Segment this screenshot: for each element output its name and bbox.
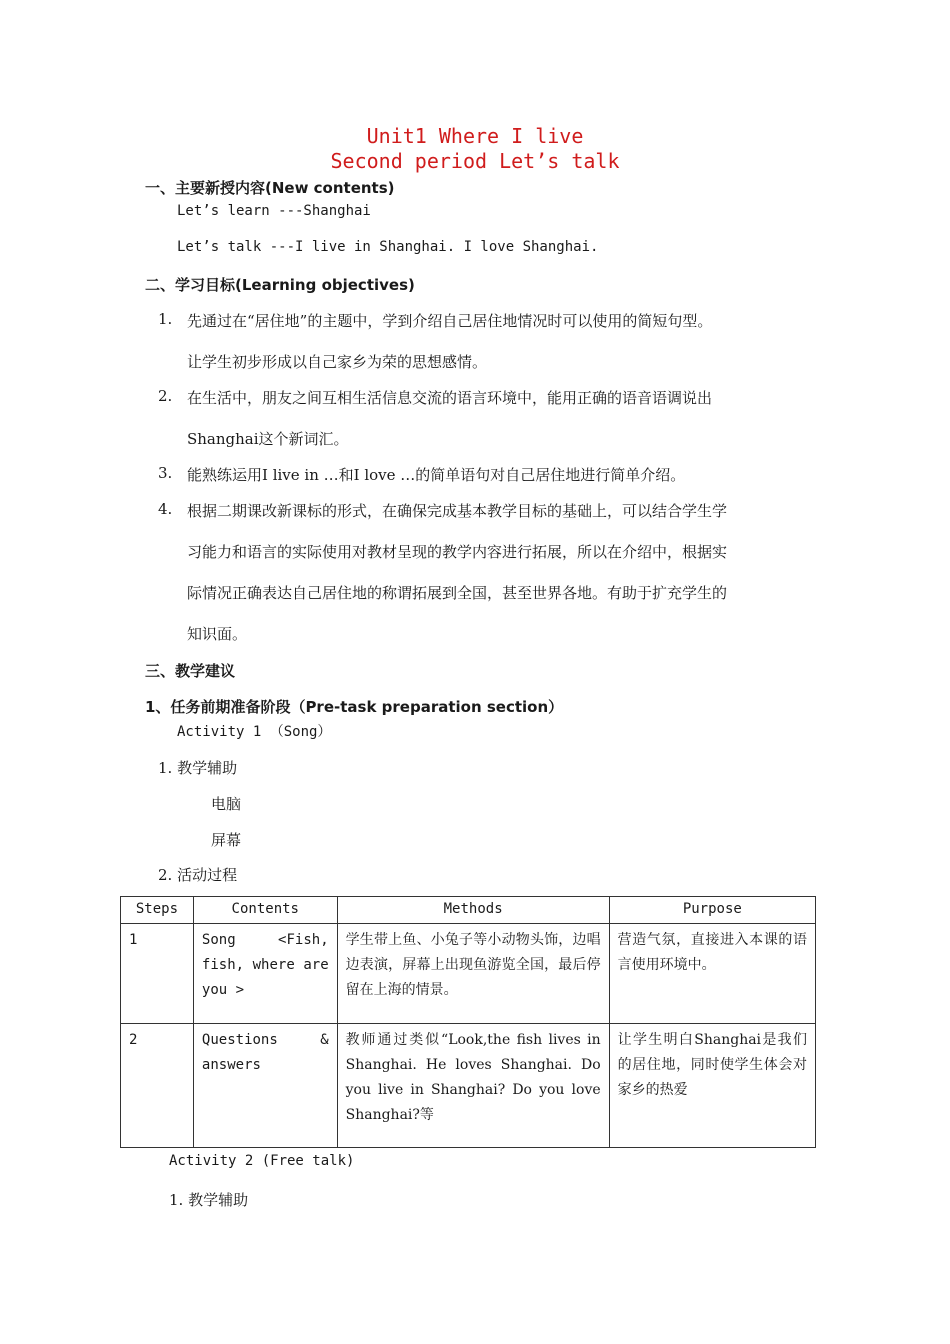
header-steps: Steps [121,897,194,924]
header-methods: Methods [337,897,609,924]
a2-aids-item: 1. 教学辅助 [169,1191,249,1209]
a1-tool: 屏幕 [211,831,242,849]
s1-item-talk: Let’s talk ---I live in Shanghai. I love Shanghai. [177,239,599,255]
objective-line: 习能力和语言的实际使用对教材呈现的教学内容进行拓展，所以在介绍中，根据实 [187,543,728,561]
section1-heading: 一、主要新授内容(New contents) [145,179,395,197]
objective-line: 能熟练运用I live in …和I love …的简单语句对自己居住地进行简单介绍。 [187,466,686,484]
objective-line: 知识面。 [187,625,248,643]
table-header-row [121,897,816,924]
header-contents: Contents [193,897,337,924]
table-row [121,924,816,1024]
objective-num: 2. [158,387,173,405]
cell-purpose: 让学生明白Shanghai是我们的居住地，同时使学生体会对家乡的热爱 [609,1024,815,1148]
cell-methods: 学生带上鱼、小兔子等小动物头饰，边唱边表演，屏幕上出现鱼游览全国，最后停留在上海的情景。 [337,924,609,1024]
pre-task-heading: 1、任务前期准备阶段（Pre-task preparation section） [145,698,564,716]
cell-contents: Song <Fish, fish, where are you > [193,924,337,1024]
table-row [121,1024,816,1148]
objective-num: 3. [158,464,173,482]
objective-line: 让学生初步形成以自己家乡为荣的思想感情。 [187,353,488,371]
cell-contents: Questions & answers [193,1024,337,1148]
cell-step: 2 [121,1024,194,1148]
section3-heading: 三、教学建议 [145,662,236,680]
cell-purpose: 营造气氛，直接进入本课的语言使用环境中。 [609,924,815,1024]
s1-item-learn: Let’s learn ---Shanghai [177,203,371,219]
header-purpose: Purpose [609,897,815,924]
cell-step: 1 [121,924,194,1024]
objective-num: 1. [158,310,173,328]
section2-heading: 二、学习目标(Learning objectives) [145,276,415,294]
objective-line: Shanghai这个新词汇。 [187,430,349,448]
objective-line: 根据二期课改新课标的形式，在确保完成基本教学目标的基础上，可以结合学生学 [187,502,728,520]
activity1-title: Activity 1 （Song） [177,724,332,740]
a1-process-item: 2. 活动过程 [158,866,238,884]
objective-line: 先通过在“居住地”的主题中，学到介绍自己居住地情况时可以使用的简短句型。 [187,312,713,330]
a1-aids-item: 1. 教学辅助 [158,759,238,777]
a1-tool: 电脑 [211,795,242,813]
activity-table [120,896,816,1148]
doc-title-line1: Unit1 Where I live [366,124,584,148]
activity2-title: Activity 2 (Free talk) [169,1153,355,1169]
cell-methods: 教师通过类似“Look,the fish lives in Shanghai. He loves Shanghai. Do you live in Shanghai? Do you love Shanghai?等 [337,1024,609,1148]
doc-title-line2: Second period Let’s talk [330,149,620,173]
objective-line: 际情况正确表达自己居住地的称谓拓展到全国，甚至世界各地。有助于扩充学生的 [187,584,728,602]
objective-line: 在生活中，朋友之间互相生活信息交流的语言环境中，能用正确的语音语调说出 [187,389,713,407]
objective-num: 4. [158,500,173,518]
